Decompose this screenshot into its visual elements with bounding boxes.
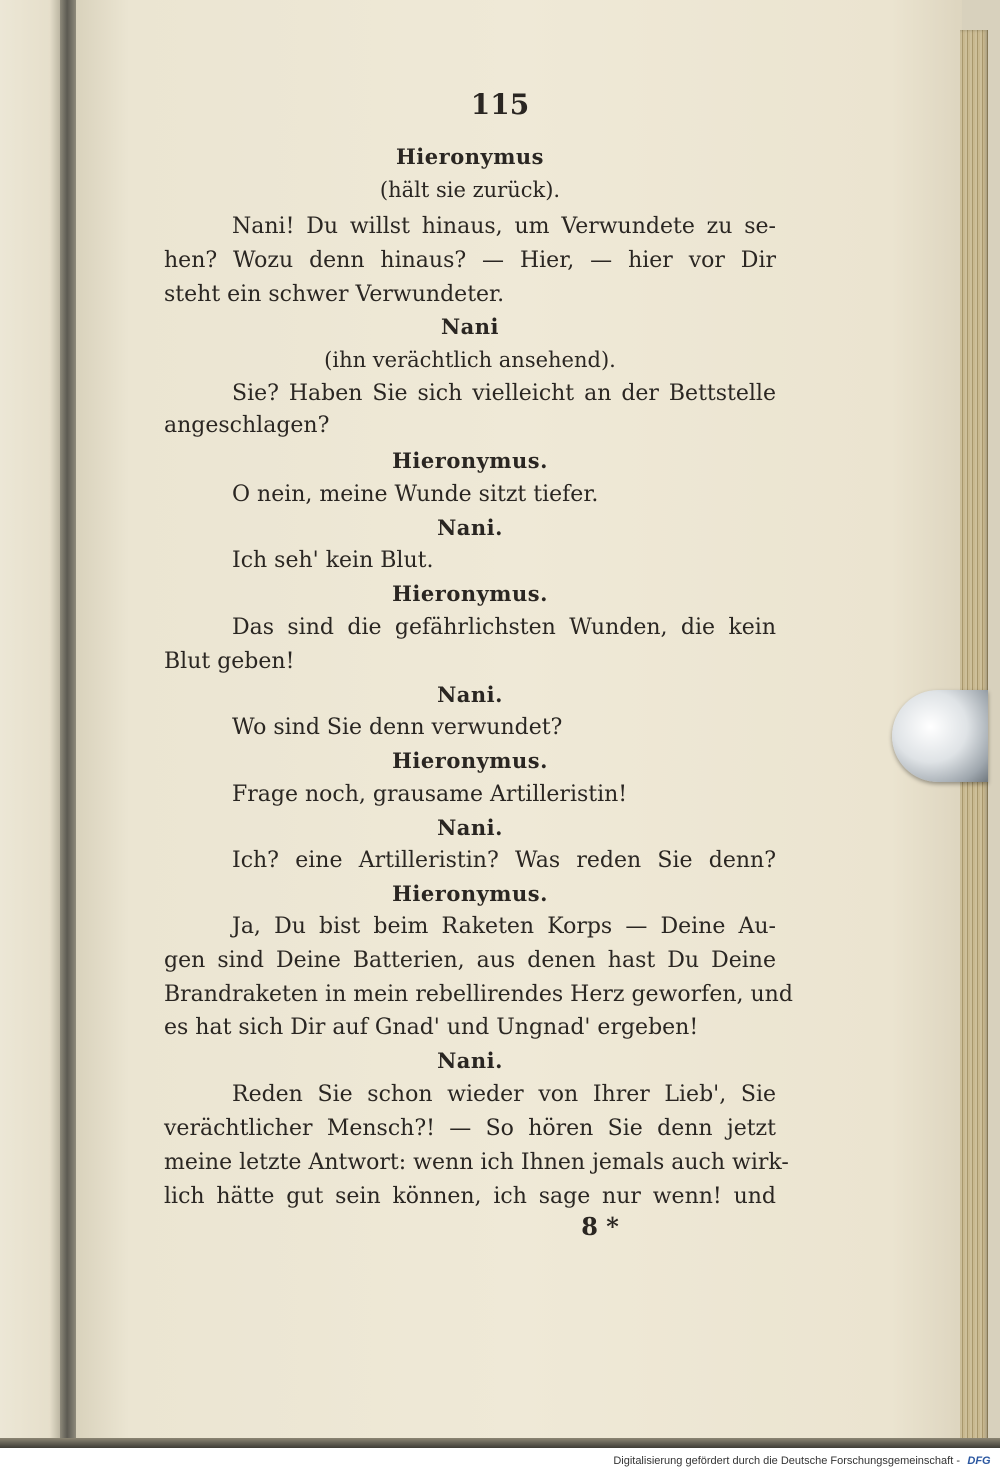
dialogue-line: hen? Wozu denn hinaus? — Hier, — hier vor Dir	[164, 248, 776, 273]
dialogue-line: steht ein schwer Verwundeter.	[164, 282, 505, 307]
speaker-heading: Hieronymus.	[392, 448, 548, 473]
speaker-heading: Hieronymus.	[392, 881, 548, 906]
dialogue-line: verächtlicher Mensch?! — So hören Sie denn jetzt	[164, 1116, 776, 1141]
speaker-heading: Hieronymus.	[392, 581, 548, 606]
stage-direction: (ihn verächtlich ansehend).	[324, 348, 616, 372]
stage-direction: (hält sie zurück).	[379, 178, 561, 202]
dialogue-line: lich hätte gut sein können, ich sage nur wenn! und	[164, 1184, 776, 1209]
funding-note: Digitalisierung gefördert durch die Deutsche Forschungsgemeinschaft -	[613, 1455, 960, 1467]
dialogue-line: Das sind die gefährlichsten Wunden, die kein	[232, 615, 776, 640]
speaker-heading: Hieronymus.	[392, 748, 548, 773]
signature-mark: 8 *	[581, 1212, 619, 1241]
dialogue-line: Blut geben!	[164, 649, 295, 674]
dialogue-line: Ich? eine Artilleristin? Was reden Sie denn?	[232, 848, 776, 873]
speaker-heading: Nani.	[437, 515, 503, 540]
dfg-logo: DFG	[967, 1455, 991, 1467]
dialogue-line: Ich seh' kein Blut.	[232, 548, 434, 573]
speaker-heading: Nani.	[437, 682, 503, 707]
speaker-heading: Hieronymus	[395, 144, 545, 169]
dialogue-line: es hat sich Dir auf Gnad' und Ungnad' ergeben!	[164, 1015, 699, 1040]
speaker-heading: Nani.	[437, 815, 503, 840]
page-number: 115	[470, 88, 530, 121]
dialogue-line: Sie? Haben Sie sich vielleicht an der Bettstelle	[232, 381, 776, 406]
digitization-footer	[0, 1448, 1000, 1474]
speaker-heading: Nani	[440, 314, 500, 339]
dialogue-line: Nani! Du willst hinaus, um Verwundete zu se-	[232, 214, 776, 239]
dialogue-line: Reden Sie schon wieder von Ihrer Lieb', Sie	[232, 1082, 776, 1107]
dialogue-line: gen sind Deine Batterien, aus denen hast Du Deine	[164, 948, 776, 973]
dialogue-line: Wo sind Sie denn verwundet?	[232, 715, 563, 740]
dialogue-line: angeschlagen?	[164, 413, 330, 438]
dialogue-line: O nein, meine Wunde sitzt tiefer.	[232, 482, 599, 507]
dialogue-line: Ja, Du bist beim Raketen Korps — Deine Au-	[232, 914, 776, 939]
dialogue-line: Frage noch, grausame Artilleristin!	[232, 782, 628, 807]
dialogue-line: meine letzte Antwort: wenn ich Ihnen jemals auch wirk-	[164, 1150, 789, 1175]
speaker-heading: Nani.	[437, 1048, 503, 1073]
dialogue-line: Brandraketen in mein rebellirendes Herz geworfen, und	[164, 982, 793, 1007]
